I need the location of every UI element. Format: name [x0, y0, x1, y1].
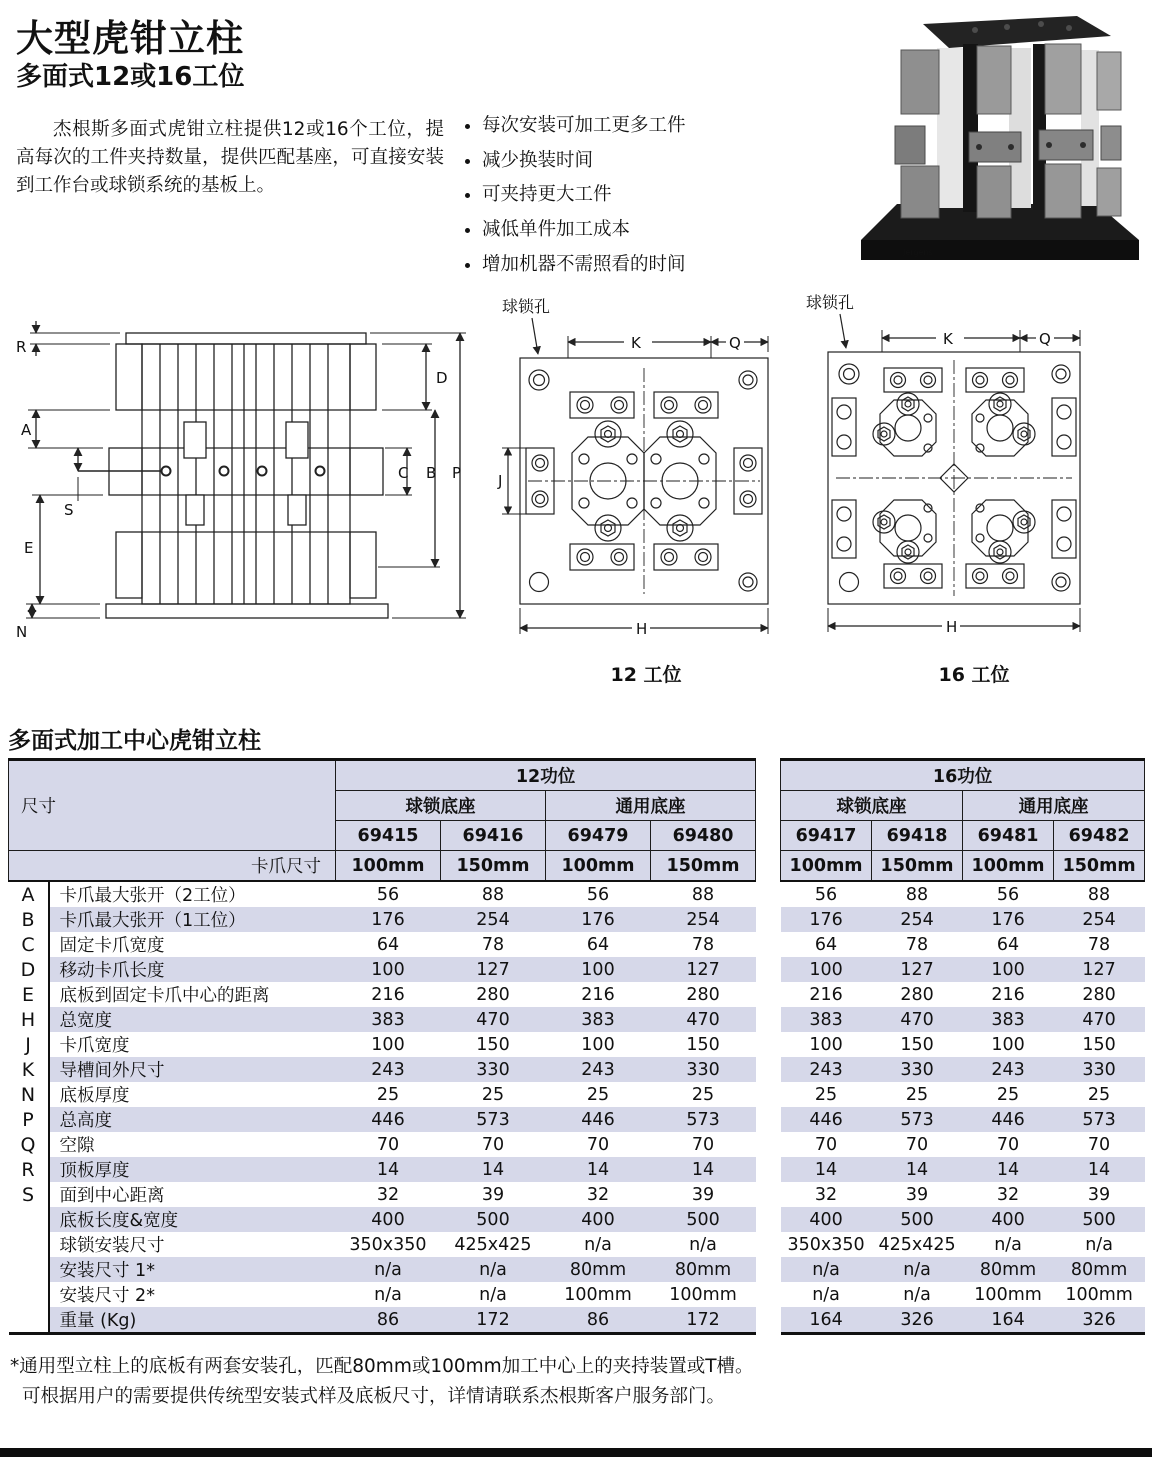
table-gap — [756, 1082, 781, 1107]
dim-description: 面到中心距离 — [59, 1186, 165, 1206]
jaw-size: 150mm — [1054, 851, 1145, 882]
corner-size-label: 尺寸 — [9, 760, 336, 851]
dim-description: 卡爪最大张开（2工位） — [59, 886, 246, 906]
value-cell: 127 — [1054, 957, 1145, 982]
table-gap — [756, 1132, 781, 1157]
footnote-line-1: *通用型立柱上的底板有两套安装孔，匹配80mm或100mm加工中心上的夹持装置或T槽。 — [10, 1356, 754, 1377]
dim-description: 空隙 — [59, 1136, 95, 1156]
value-cell: 32 — [376, 1184, 400, 1205]
table-gap — [756, 1207, 781, 1232]
value-cell: 100 — [991, 1034, 1025, 1055]
intro-paragraph: 杰根斯多面式虎钳立柱提供12或16个工位，提高每次的工件夹持数量，提供匹配基座，可直接安装到工作台或球锁系统的基板上。 — [16, 119, 444, 196]
value-cell: 70 — [586, 1134, 610, 1155]
value-cell: 78 — [1087, 934, 1111, 955]
dim-letter — [9, 1307, 49, 1334]
spec-row — [9, 1282, 1145, 1307]
value-cell: 86 — [546, 1307, 651, 1334]
value-cell: 150 — [1082, 1034, 1116, 1055]
value-cell: 100mm — [974, 1284, 1042, 1305]
dim-description: 底板到固定卡爪中心的距离 — [59, 986, 270, 1006]
value-cell: 280 — [476, 984, 510, 1005]
spec-row — [9, 1107, 1145, 1132]
value-cell: 216 — [581, 984, 615, 1005]
group-header-12: 12功位 — [336, 760, 756, 791]
value-cell: 88 — [691, 884, 715, 905]
value-cell: 80mm — [651, 1257, 756, 1282]
dim-letter: K — [9, 1057, 49, 1082]
value-cell: 330 — [441, 1057, 546, 1082]
value-cell: 150 — [476, 1034, 510, 1055]
value-cell: 383 — [781, 1007, 872, 1032]
dim-letter — [9, 1232, 49, 1257]
value-cell: n/a — [479, 1284, 507, 1305]
spec-row — [9, 1232, 1145, 1257]
svg-text:B: B — [426, 464, 437, 482]
value-cell: 383 — [963, 1007, 1054, 1032]
bullet-item: • 每次安装可加工更多工件 — [482, 112, 872, 141]
dim-letter: C — [9, 932, 49, 957]
dim-description: 顶板厚度 — [49, 1157, 336, 1182]
value-cell: 100 — [781, 957, 872, 982]
subgroup-balllock-12: 球锁底座 — [336, 791, 546, 821]
spec-row — [9, 957, 1145, 982]
table-gap — [756, 957, 781, 982]
table-gap — [756, 1157, 781, 1182]
svg-text:A: A — [21, 421, 32, 439]
value-cell: 32 — [814, 1184, 838, 1205]
value-cell: 100 — [809, 1034, 843, 1055]
dim-description: 重量 (Kg) — [49, 1307, 336, 1334]
value-cell: 150 — [900, 1034, 934, 1055]
svg-text:C: C — [398, 464, 409, 482]
dim-letter: J — [9, 1032, 49, 1057]
value-cell: 14 — [651, 1157, 756, 1182]
part-number: 69480 — [651, 821, 756, 851]
value-cell: 100mm — [669, 1284, 737, 1305]
part-number: 69479 — [546, 821, 651, 851]
svg-text:P: P — [452, 464, 462, 482]
table-gap — [756, 1007, 781, 1032]
group-header-16: 16功位 — [781, 760, 1145, 791]
value-cell: 86 — [336, 1307, 441, 1334]
value-cell: 425x425 — [454, 1234, 532, 1255]
svg-text:K: K — [943, 330, 953, 348]
value-cell: 470 — [651, 1007, 756, 1032]
svg-text:球锁孔: 球锁孔 — [806, 293, 855, 312]
jaw-size: 100mm — [963, 851, 1054, 882]
value-cell: 150 — [686, 1034, 720, 1055]
top-view-16 — [796, 292, 1152, 687]
dim-description: 卡爪最大张开（1工位） — [49, 907, 336, 932]
dim-letter — [9, 1257, 49, 1282]
dim-description: 安装尺寸 1* — [49, 1257, 336, 1282]
svg-text:N: N — [16, 623, 28, 641]
table-gap — [756, 907, 781, 932]
value-cell: 164 — [963, 1307, 1054, 1334]
svg-text:J: J — [498, 472, 503, 490]
jaw-size: 150mm — [651, 851, 756, 882]
table-section-title: 多面式加工中心虎钳立柱 — [8, 728, 261, 754]
table-gap — [756, 932, 781, 957]
spec-row — [9, 1307, 1145, 1334]
value-cell: n/a — [812, 1284, 840, 1305]
value-cell: 425x425 — [878, 1234, 956, 1255]
value-cell: 25 — [1087, 1084, 1111, 1105]
value-cell: 330 — [651, 1057, 756, 1082]
table-gap — [756, 1032, 781, 1057]
caption-12-station: 12 工位 — [610, 664, 682, 686]
svg-text:H: H — [636, 620, 648, 638]
value-cell: 383 — [546, 1007, 651, 1032]
value-cell: 100 — [371, 1034, 405, 1055]
svg-text:E: E — [24, 539, 34, 557]
part-number: 69418 — [872, 821, 963, 851]
table-gap — [756, 1282, 781, 1307]
value-cell: 25 — [905, 1084, 929, 1105]
dim-description: 移动卡爪长度 — [49, 957, 336, 982]
value-cell: 64 — [814, 934, 838, 955]
value-cell: 32 — [586, 1184, 610, 1205]
dim-description: 球锁安装尺寸 — [59, 1236, 165, 1256]
subgroup-universal-12: 通用底座 — [546, 791, 756, 821]
page-title: 大型虎钳立柱 — [16, 17, 244, 60]
value-cell: 446 — [546, 1107, 651, 1132]
dim-letter: N — [9, 1082, 49, 1107]
svg-text:R: R — [16, 338, 27, 356]
value-cell: 88 — [481, 884, 505, 905]
value-cell: 254 — [441, 907, 546, 932]
dim-letter: P — [9, 1107, 49, 1132]
value-cell: 176 — [963, 907, 1054, 932]
dim-letter — [9, 1207, 49, 1232]
table-gap — [756, 881, 781, 907]
value-cell: 39 — [481, 1184, 505, 1205]
part-number: 69416 — [441, 821, 546, 851]
dim-letter: R — [9, 1157, 49, 1182]
svg-text:H: H — [946, 618, 958, 636]
value-cell: 243 — [781, 1057, 872, 1082]
value-cell: 216 — [371, 984, 405, 1005]
value-cell: n/a — [584, 1234, 612, 1255]
value-cell: 500 — [441, 1207, 546, 1232]
value-cell: 14 — [963, 1157, 1054, 1182]
value-cell: 14 — [546, 1157, 651, 1182]
value-cell: 70 — [691, 1134, 715, 1155]
value-cell: 573 — [1054, 1107, 1145, 1132]
value-cell: 446 — [336, 1107, 441, 1132]
footnote — [10, 1352, 1110, 1411]
value-cell: 280 — [686, 984, 720, 1005]
value-cell: 78 — [691, 934, 715, 955]
value-cell: 25 — [691, 1084, 715, 1105]
svg-text:K: K — [631, 334, 641, 352]
jaw-size: 100mm — [336, 851, 441, 882]
value-cell: 64 — [376, 934, 400, 955]
value-cell: 100mm — [1065, 1284, 1133, 1305]
value-cell: 25 — [376, 1084, 400, 1105]
spec-row — [9, 1032, 1145, 1057]
bullet-item: • 增加机器不需照看的时间 — [482, 251, 872, 280]
value-cell: 70 — [1087, 1134, 1111, 1155]
spec-row — [9, 1057, 1145, 1082]
value-cell: n/a — [903, 1284, 931, 1305]
value-cell: 14 — [872, 1157, 963, 1182]
value-cell: 88 — [1087, 884, 1111, 905]
value-cell: 350x350 — [787, 1234, 865, 1255]
value-cell: 500 — [1054, 1207, 1145, 1232]
spec-row — [9, 1132, 1145, 1157]
dim-letter: D — [9, 957, 49, 982]
value-cell: 70 — [996, 1134, 1020, 1155]
svg-text:D: D — [436, 369, 448, 387]
value-cell: 330 — [872, 1057, 963, 1082]
value-cell: 172 — [651, 1307, 756, 1334]
dim-letter — [9, 1282, 49, 1307]
part-number: 69415 — [336, 821, 441, 851]
value-cell: 383 — [336, 1007, 441, 1032]
value-cell: 100 — [963, 957, 1054, 982]
table-gap — [756, 1307, 781, 1334]
value-cell: 56 — [996, 884, 1020, 905]
jaw-size-label: 卡爪尺寸 — [9, 851, 336, 882]
spec-row — [9, 1182, 1145, 1207]
value-cell: n/a — [689, 1234, 717, 1255]
spec-row — [9, 1157, 1145, 1182]
svg-text:Q: Q — [729, 334, 741, 352]
jaw-size: 100mm — [546, 851, 651, 882]
value-cell: 243 — [336, 1057, 441, 1082]
value-cell: 70 — [905, 1134, 929, 1155]
part-number: 69482 — [1054, 821, 1145, 851]
value-cell: 100 — [336, 957, 441, 982]
value-cell: 350x350 — [349, 1234, 427, 1255]
value-cell: 80mm — [963, 1257, 1054, 1282]
value-cell: 216 — [991, 984, 1025, 1005]
value-cell: 100 — [581, 1034, 615, 1055]
value-cell: 573 — [872, 1107, 963, 1132]
value-cell: n/a — [872, 1257, 963, 1282]
value-cell: 470 — [441, 1007, 546, 1032]
value-cell: 100mm — [564, 1284, 632, 1305]
dim-description: 卡爪宽度 — [59, 1036, 130, 1056]
spec-row — [9, 1082, 1145, 1107]
value-cell: n/a — [1085, 1234, 1113, 1255]
dim-description: 导槽间外尺寸 — [49, 1057, 336, 1082]
value-cell: 470 — [1054, 1007, 1145, 1032]
part-number: 69417 — [781, 821, 872, 851]
value-cell: 326 — [872, 1307, 963, 1334]
value-cell: n/a — [994, 1234, 1022, 1255]
jaw-size: 150mm — [441, 851, 546, 882]
value-cell: 127 — [872, 957, 963, 982]
value-cell: n/a — [336, 1257, 441, 1282]
photo-logo: Jergens — [903, 248, 933, 257]
value-cell: 254 — [1054, 907, 1145, 932]
spec-table — [8, 758, 1145, 1335]
dim-description: 总高度 — [49, 1107, 336, 1132]
table-gap — [756, 1257, 781, 1282]
value-cell: 70 — [814, 1134, 838, 1155]
value-cell: 127 — [651, 957, 756, 982]
value-cell: 56 — [586, 884, 610, 905]
value-cell: 32 — [996, 1184, 1020, 1205]
value-cell: 25 — [996, 1084, 1020, 1105]
dim-description: 底板长度&宽度 — [49, 1207, 336, 1232]
value-cell: 500 — [651, 1207, 756, 1232]
value-cell: 14 — [336, 1157, 441, 1182]
spec-row — [9, 1207, 1145, 1232]
value-cell: 78 — [481, 934, 505, 955]
value-cell: 39 — [691, 1184, 715, 1205]
value-cell: n/a — [374, 1284, 402, 1305]
value-cell: 172 — [441, 1307, 546, 1334]
svg-text:S: S — [64, 501, 74, 519]
spec-row — [9, 881, 1145, 907]
value-cell: 64 — [996, 934, 1020, 955]
svg-text:Q: Q — [1039, 330, 1051, 348]
value-cell: n/a — [781, 1257, 872, 1282]
spec-row — [9, 982, 1145, 1007]
value-cell: 216 — [809, 984, 843, 1005]
svg-text:球锁孔: 球锁孔 — [502, 297, 551, 316]
value-cell: 573 — [651, 1107, 756, 1132]
header-row-group — [9, 760, 1145, 791]
page-bottom-rule — [0, 1448, 1152, 1457]
spec-row — [9, 907, 1145, 932]
value-cell: 176 — [546, 907, 651, 932]
value-cell: 400 — [963, 1207, 1054, 1232]
part-number: 69481 — [963, 821, 1054, 851]
value-cell: 64 — [586, 934, 610, 955]
value-cell: 400 — [546, 1207, 651, 1232]
footnote-line-2: 可根据用户的需要提供传统型安装式样及底板尺寸，详情请联系杰根斯客户服务部门。 — [22, 1385, 726, 1407]
top-view-12 — [492, 296, 800, 687]
spec-row — [9, 1257, 1145, 1282]
value-cell: 573 — [441, 1107, 546, 1132]
header-row-jawsize — [9, 851, 1145, 882]
value-cell: 25 — [481, 1084, 505, 1105]
value-cell: 25 — [814, 1084, 838, 1105]
value-cell: 446 — [781, 1107, 872, 1132]
bullet-item: • 减少换装时间 — [482, 147, 872, 176]
value-cell: 78 — [905, 934, 929, 955]
dim-letter: S — [9, 1182, 49, 1207]
value-cell: 14 — [781, 1157, 872, 1182]
dim-letter: A — [9, 881, 49, 907]
side-view-drawing — [8, 305, 488, 653]
value-cell: 176 — [781, 907, 872, 932]
value-cell: 280 — [1082, 984, 1116, 1005]
value-cell: 330 — [1054, 1057, 1145, 1082]
dim-description: 底板厚度 — [59, 1086, 130, 1106]
value-cell: 127 — [441, 957, 546, 982]
value-cell: 500 — [872, 1207, 963, 1232]
spec-row — [9, 1007, 1145, 1032]
table-gap — [756, 1182, 781, 1207]
value-cell: 39 — [1087, 1184, 1111, 1205]
value-cell: 243 — [963, 1057, 1054, 1082]
value-cell: 80mm — [546, 1257, 651, 1282]
value-cell: 446 — [963, 1107, 1054, 1132]
value-cell: 400 — [781, 1207, 872, 1232]
feature-bullet-list — [458, 112, 872, 285]
value-cell: 14 — [1054, 1157, 1145, 1182]
value-cell: 56 — [814, 884, 838, 905]
table-gap — [756, 1057, 781, 1082]
value-cell: 164 — [781, 1307, 872, 1334]
page-subtitle: 多面式12或16工位 — [16, 62, 245, 92]
bullet-item: • 可夹持更大工件 — [482, 181, 872, 210]
value-cell: 280 — [900, 984, 934, 1005]
table-gap — [756, 1232, 781, 1257]
bullet-item: • 减低单件加工成本 — [482, 216, 872, 245]
subgroup-universal-16: 通用底座 — [963, 791, 1145, 821]
value-cell: 56 — [376, 884, 400, 905]
value-cell: 254 — [651, 907, 756, 932]
value-cell: n/a — [441, 1257, 546, 1282]
dim-letter: E — [9, 982, 49, 1007]
dim-letter: Q — [9, 1132, 49, 1157]
jaw-size: 150mm — [872, 851, 963, 882]
table-gap — [756, 1107, 781, 1132]
subgroup-balllock-16: 球锁底座 — [781, 791, 963, 821]
value-cell: 88 — [905, 884, 929, 905]
value-cell: 470 — [872, 1007, 963, 1032]
dim-description: 固定卡爪宽度 — [59, 936, 165, 956]
table-gap — [756, 982, 781, 1007]
dim-letter: B — [9, 907, 49, 932]
dim-letter: H — [9, 1007, 49, 1032]
dim-description: 总宽度 — [49, 1007, 336, 1032]
product-photo — [845, 6, 1147, 286]
dim-description: 安装尺寸 2* — [59, 1286, 155, 1306]
value-cell: 243 — [546, 1057, 651, 1082]
value-cell: 100 — [546, 957, 651, 982]
value-cell: 254 — [872, 907, 963, 932]
value-cell: 176 — [336, 907, 441, 932]
value-cell: 80mm — [1054, 1257, 1145, 1282]
value-cell: 326 — [1054, 1307, 1145, 1334]
jaw-size: 100mm — [781, 851, 872, 882]
value-cell: 14 — [441, 1157, 546, 1182]
value-cell: 70 — [376, 1134, 400, 1155]
value-cell: 25 — [586, 1084, 610, 1105]
value-cell: 400 — [336, 1207, 441, 1232]
spec-row — [9, 932, 1145, 957]
caption-16-station: 16 工位 — [938, 664, 1010, 686]
value-cell: 39 — [905, 1184, 929, 1205]
value-cell: 70 — [481, 1134, 505, 1155]
